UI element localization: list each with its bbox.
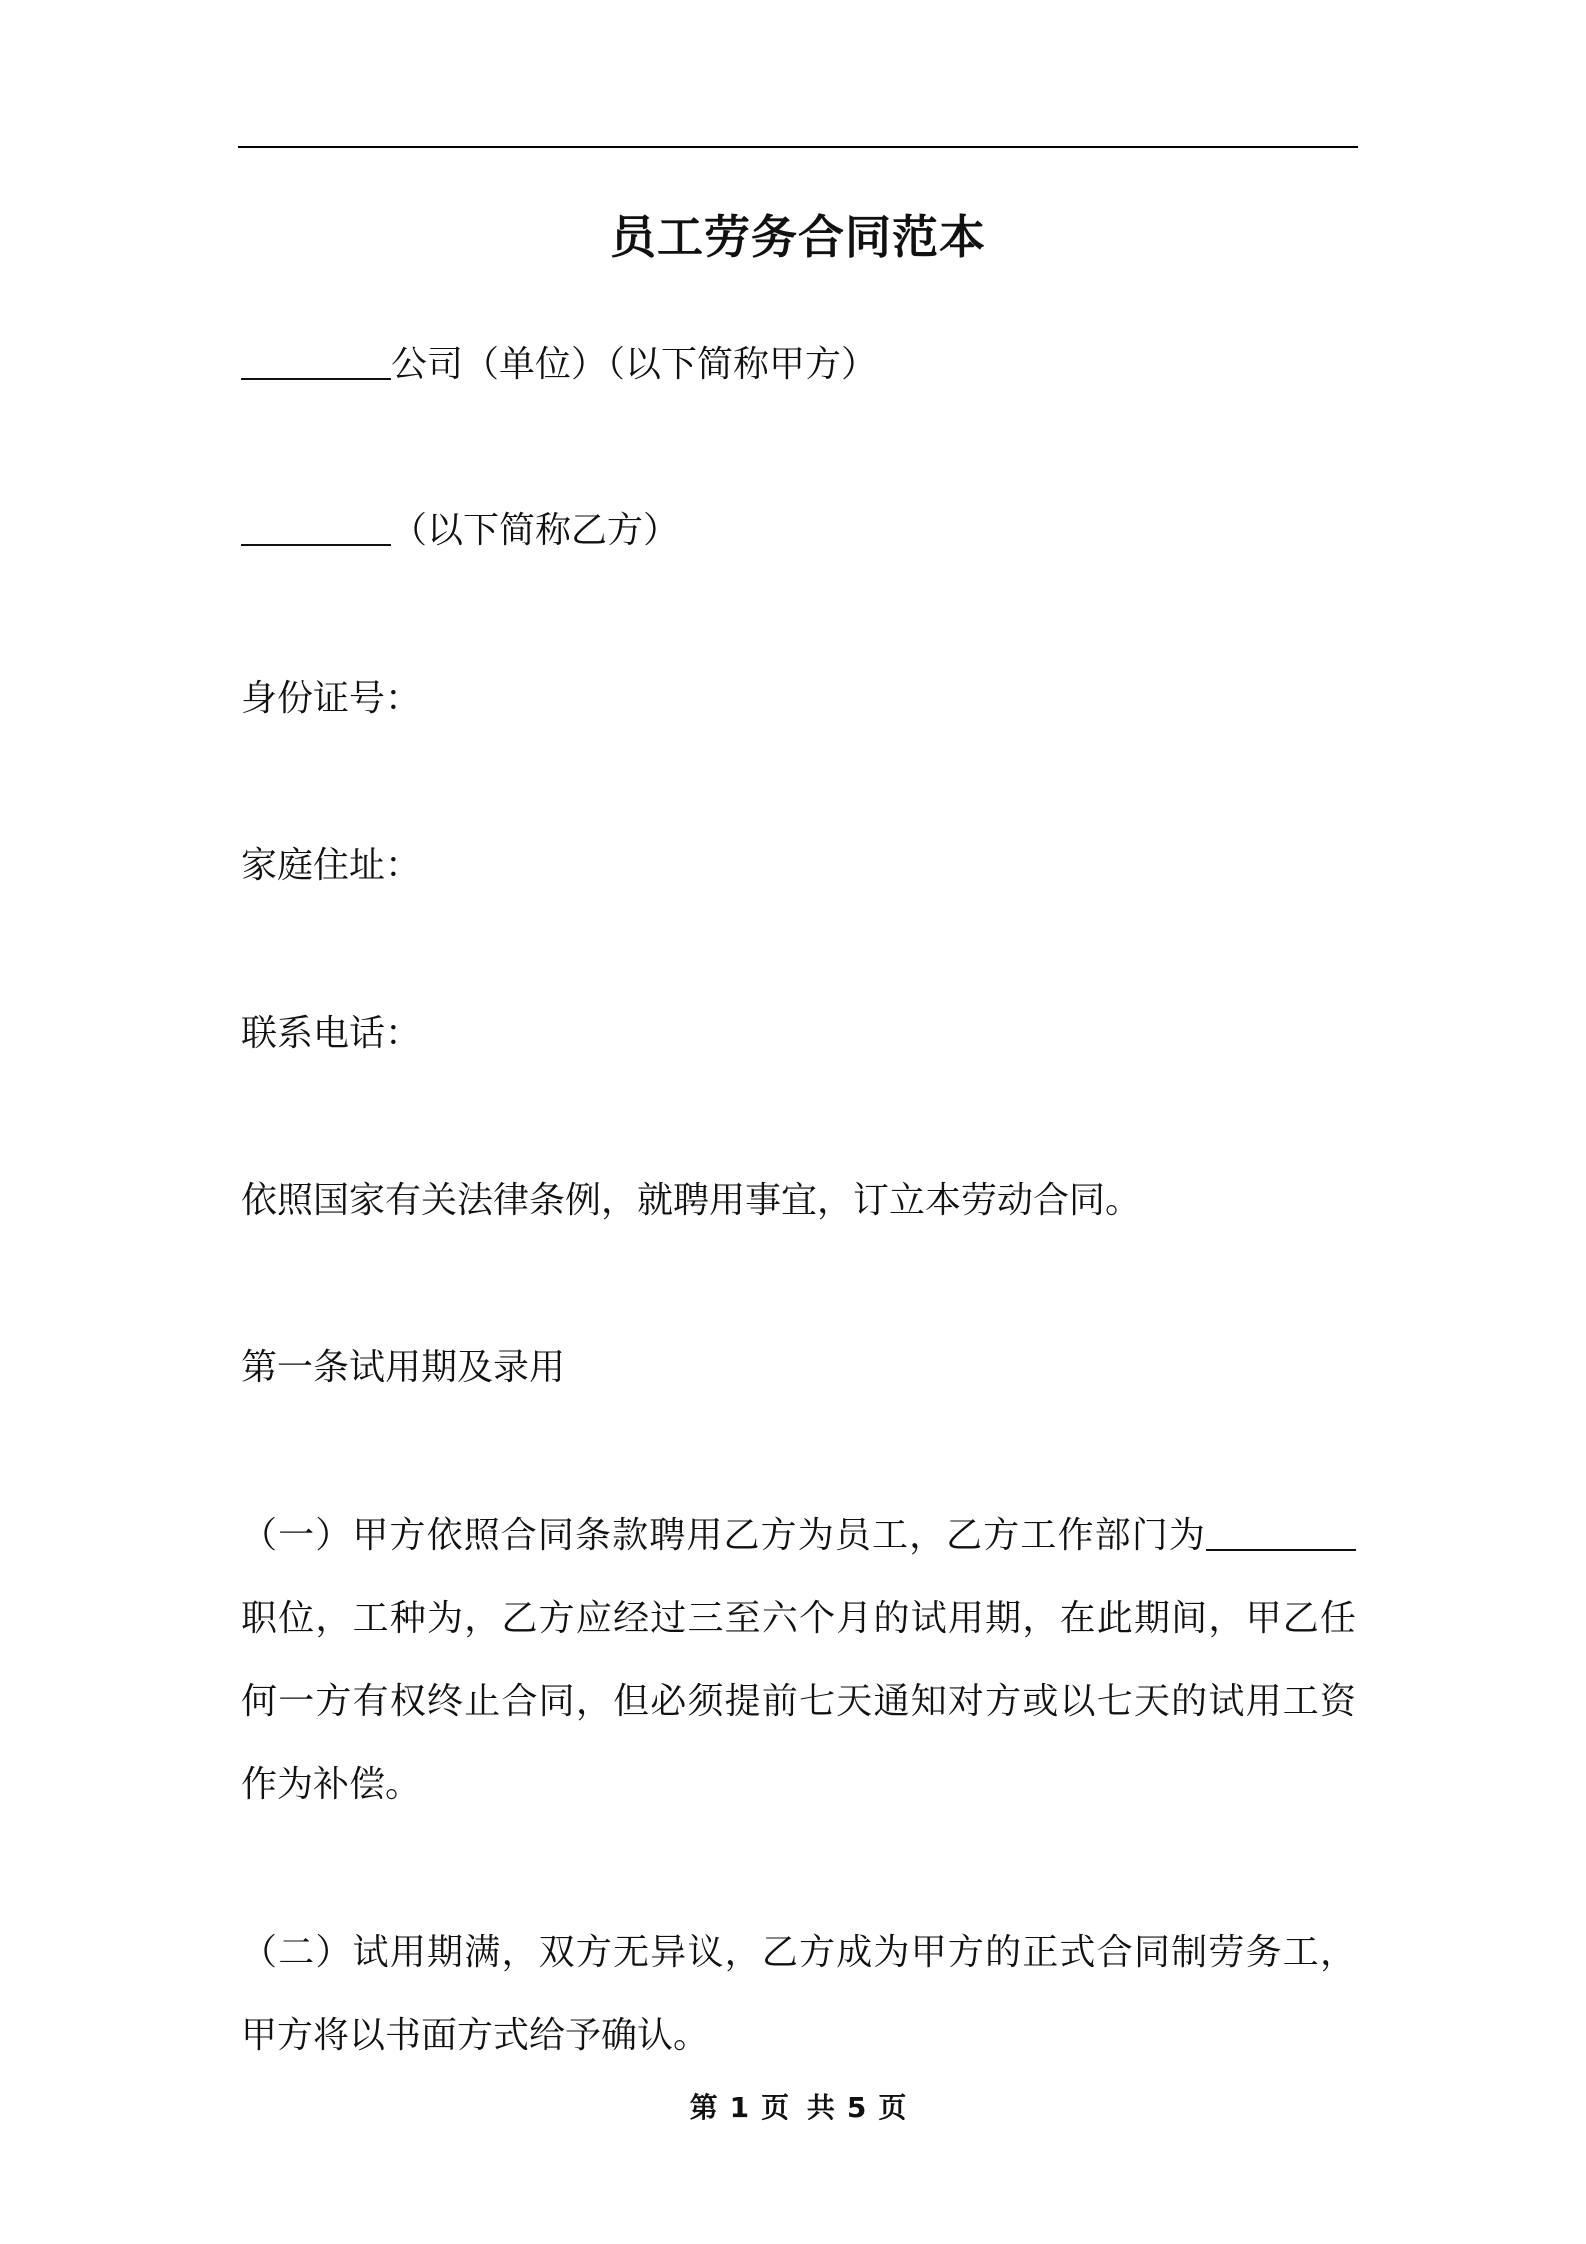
party-a-text: 公司（单位）（以下简称甲方） — [391, 344, 878, 385]
party-a-line — [241, 340, 877, 390]
header-rule — [238, 146, 1358, 148]
party-b-blank — [241, 508, 391, 546]
party-b-line — [241, 506, 679, 556]
document-title: 员工劳务合同范本 — [610, 210, 986, 264]
clause-1-line-1: （一）甲方依照合同条款聘用乙方为员工，乙方工作部门为 — [241, 1494, 1356, 1577]
preamble-text: 依照国家有关法律条例，就聘用事宜，订立本劳动合同。 — [241, 1180, 1142, 1221]
clause-1-line-3: 何一方有权终止合同，但必须提前七天通知对方或以七天的试用工资 — [241, 1681, 1356, 1722]
id-number-label: 身份证号： — [241, 678, 422, 719]
party-a-blank — [241, 342, 391, 380]
clause-1-line-4: 作为补偿。 — [241, 1764, 422, 1805]
footer-suffix: 页 — [878, 2091, 907, 2124]
page-footer — [238, 2088, 1358, 2128]
footer-prefix: 第 — [689, 2091, 718, 2124]
clause-2 — [241, 1911, 1356, 2077]
phone-label: 联系电话： — [241, 1013, 422, 1054]
footer-middle: 页 共 — [761, 2091, 835, 2124]
home-address-label: 家庭住址： — [241, 845, 422, 886]
clause-1 — [241, 1494, 1356, 1826]
footer-page-number: 1 — [729, 2091, 750, 2124]
footer-total-pages: 5 — [846, 2091, 867, 2124]
department-blank — [1206, 1513, 1356, 1551]
article-1-heading: 第一条试用期及录用 — [241, 1347, 566, 1388]
party-b-text: （以下简称乙方） — [391, 510, 680, 551]
clause-1-line-2: 职位，工种为，乙方应经过三至六个月的试用期，在此期间，甲乙任 — [241, 1598, 1356, 1639]
clause-2-line-1: （二）试用期满，双方无异议，乙方成为甲方的正式合同制劳务工， — [241, 1932, 1356, 1973]
clause-2-line-2: 甲方将以书面方式给予确认。 — [241, 2015, 710, 2056]
